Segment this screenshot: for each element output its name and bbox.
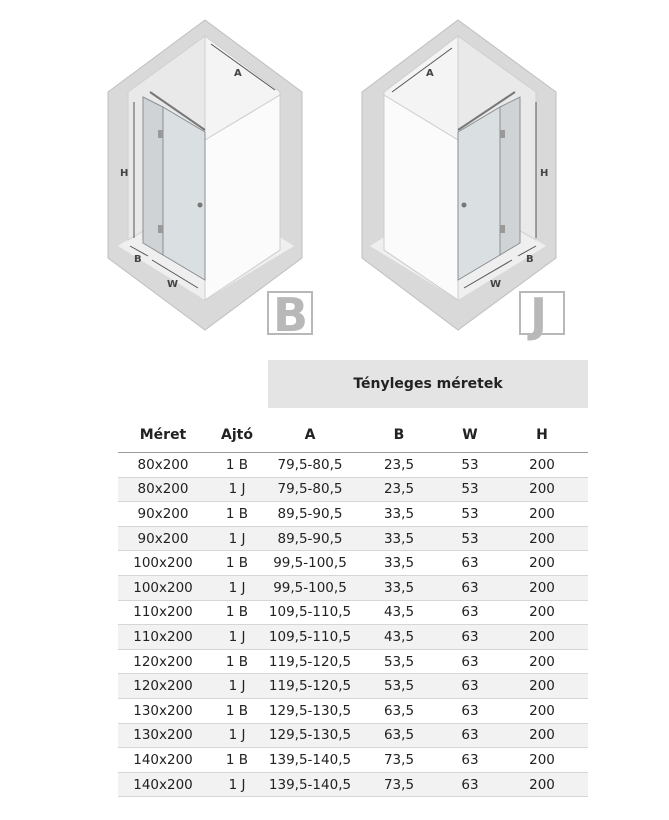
door-cell: 1 B (208, 453, 266, 478)
b-cell: 63,5 (354, 698, 444, 723)
table-row (118, 625, 588, 650)
table-row (118, 649, 588, 674)
b-cell: 33,5 (354, 551, 444, 576)
w-cell: 63 (444, 649, 496, 674)
a-cell: 99,5-100,5 (266, 575, 354, 600)
h-cell: 200 (496, 772, 588, 797)
h-cell: 200 (496, 698, 588, 723)
door-cell: 1 J (208, 674, 266, 699)
size-cell: 140x200 (118, 772, 208, 797)
h-cell: 200 (496, 453, 588, 478)
door-cell: 1 J (208, 477, 266, 502)
shower-diagram-b-svg (0, 0, 330, 345)
b-cell: 73,5 (354, 748, 444, 773)
h-cell: 200 (496, 600, 588, 625)
a-cell: 79,5-80,5 (266, 453, 354, 478)
h-cell: 200 (496, 625, 588, 650)
header-b: B (354, 417, 444, 453)
door-cell: 1 J (208, 625, 266, 650)
a-cell: 139,5-140,5 (266, 772, 354, 797)
h-cell: 200 (496, 575, 588, 600)
size-cell: 90x200 (118, 526, 208, 551)
size-cell: 120x200 (118, 649, 208, 674)
size-cell: 80x200 (118, 477, 208, 502)
h-cell: 200 (496, 502, 588, 527)
a-cell: 119,5-120,5 (266, 674, 354, 699)
a-cell: 119,5-120,5 (266, 649, 354, 674)
table-body (118, 453, 588, 797)
shower-diagram-j (340, 0, 669, 345)
a-cell: 129,5-130,5 (266, 723, 354, 748)
door-cell: 1 J (208, 723, 266, 748)
table-row (118, 723, 588, 748)
w-cell: 63 (444, 575, 496, 600)
table-row (118, 477, 588, 502)
table-row (118, 551, 588, 576)
a-cell: 129,5-130,5 (266, 698, 354, 723)
size-cell: 100x200 (118, 551, 208, 576)
w-cell: 63 (444, 723, 496, 748)
dimension-label-a: A (234, 68, 242, 79)
table-row (118, 526, 588, 551)
b-cell: 23,5 (354, 453, 444, 478)
w-cell: 63 (444, 551, 496, 576)
door-cell: 1 B (208, 551, 266, 576)
h-cell: 200 (496, 748, 588, 773)
a-cell: 99,5-100,5 (266, 551, 354, 576)
b-cell: 53,5 (354, 674, 444, 699)
table-row (118, 772, 588, 797)
w-cell: 53 (444, 526, 496, 551)
b-cell: 33,5 (354, 575, 444, 600)
h-cell: 200 (496, 723, 588, 748)
dimension-label-b: B (526, 254, 534, 265)
dimension-label-w: W (167, 279, 179, 290)
door-cell: 1 B (208, 698, 266, 723)
shower-diagram-j-svg (340, 0, 669, 345)
size-cell: 130x200 (118, 723, 208, 748)
w-cell: 63 (444, 698, 496, 723)
b-cell: 63,5 (354, 723, 444, 748)
dimension-label-h: H (120, 168, 129, 179)
b-cell: 23,5 (354, 477, 444, 502)
b-cell: 43,5 (354, 600, 444, 625)
table-row (118, 698, 588, 723)
size-cell: 80x200 (118, 453, 208, 478)
size-cell: 90x200 (118, 502, 208, 527)
header-meret: Méret (118, 417, 208, 453)
w-cell: 53 (444, 453, 496, 478)
w-cell: 63 (444, 674, 496, 699)
table-row (118, 748, 588, 773)
w-cell: 53 (444, 502, 496, 527)
a-cell: 89,5-90,5 (266, 502, 354, 527)
door-cell: 1 B (208, 600, 266, 625)
w-cell: 63 (444, 600, 496, 625)
a-cell: 109,5-110,5 (266, 625, 354, 650)
door-cell: 1 J (208, 526, 266, 551)
shower-diagram-b (0, 0, 330, 345)
variant-badge-b: B (273, 288, 309, 342)
table-row (118, 600, 588, 625)
header-w: W (444, 417, 496, 453)
h-cell: 200 (496, 649, 588, 674)
size-cell: 140x200 (118, 748, 208, 773)
h-cell: 200 (496, 551, 588, 576)
table-row (118, 575, 588, 600)
table-row (118, 453, 588, 478)
b-cell: 43,5 (354, 625, 444, 650)
size-cell: 110x200 (118, 625, 208, 650)
b-cell: 33,5 (354, 526, 444, 551)
table-row (118, 502, 588, 527)
b-cell: 73,5 (354, 772, 444, 797)
door-cell: 1 B (208, 502, 266, 527)
w-cell: 53 (444, 477, 496, 502)
dimension-label-w: W (490, 279, 502, 290)
h-cell: 200 (496, 526, 588, 551)
a-cell: 139,5-140,5 (266, 748, 354, 773)
size-table (118, 417, 588, 797)
b-cell: 53,5 (354, 649, 444, 674)
size-cell: 120x200 (118, 674, 208, 699)
a-cell: 79,5-80,5 (266, 477, 354, 502)
header-h: H (496, 417, 588, 453)
size-cell: 100x200 (118, 575, 208, 600)
h-cell: 200 (496, 477, 588, 502)
w-cell: 63 (444, 772, 496, 797)
table-caption: Tényleges méretek (268, 360, 588, 408)
door-cell: 1 B (208, 748, 266, 773)
w-cell: 63 (444, 748, 496, 773)
dimension-label-b: B (134, 254, 142, 265)
door-cell: 1 B (208, 649, 266, 674)
dimension-label-h: H (540, 168, 549, 179)
table-header-row (118, 417, 588, 453)
door-cell: 1 J (208, 772, 266, 797)
w-cell: 63 (444, 625, 496, 650)
header-a: A (266, 417, 354, 453)
header-ajto: Ajtó (208, 417, 266, 453)
door-cell: 1 J (208, 575, 266, 600)
h-cell: 200 (496, 674, 588, 699)
size-cell: 110x200 (118, 600, 208, 625)
size-cell: 130x200 (118, 698, 208, 723)
table-row (118, 674, 588, 699)
dimension-label-a: A (426, 68, 434, 79)
a-cell: 109,5-110,5 (266, 600, 354, 625)
b-cell: 33,5 (354, 502, 444, 527)
variant-badge-j: J (530, 288, 548, 342)
a-cell: 89,5-90,5 (266, 526, 354, 551)
